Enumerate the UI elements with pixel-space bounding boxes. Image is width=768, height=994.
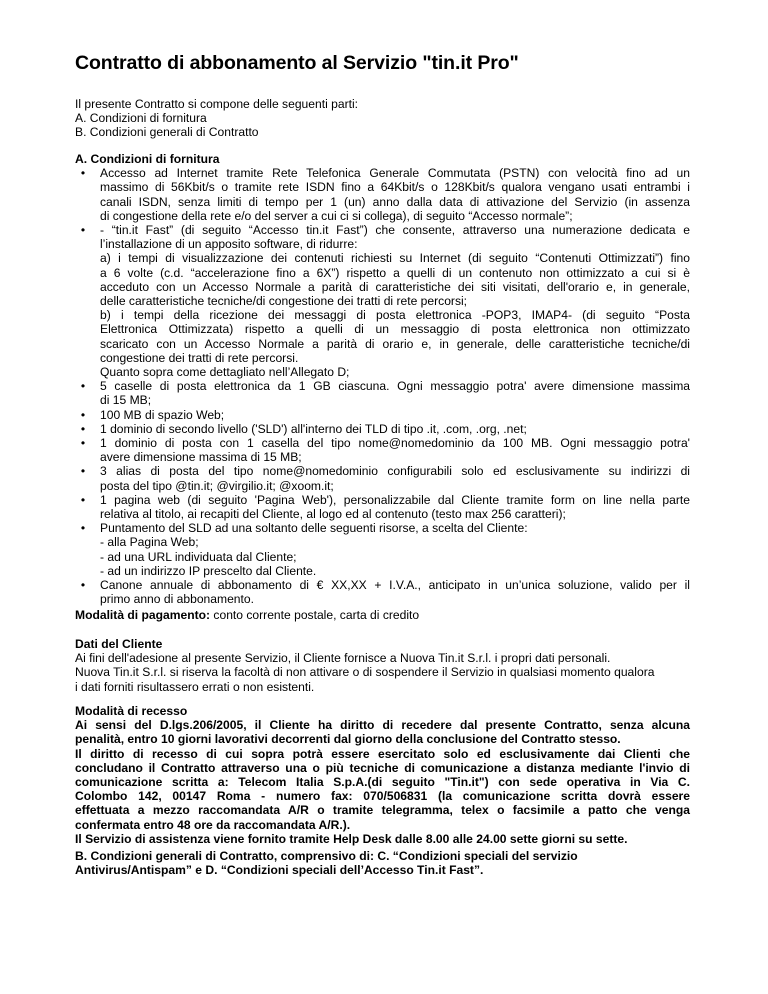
payment-label: Modalità di pagamento:	[75, 608, 211, 622]
withdrawal-heading: Modalità di recesso	[75, 704, 188, 718]
bullet-icon: •	[80, 379, 86, 394]
client-data-section	[75, 637, 690, 694]
bullet-icon: •	[80, 492, 86, 507]
client-line: Nuova Tin.it S.r.l. si riserva la facoltà di non attivare o di sospendere il Servizio in qualsiasi momento qualora	[75, 665, 655, 680]
supply-item-line: 5 caselle di posta elettronica da 1 GB ciascuna. Ogni messaggio potra' avere dimensione massima	[100, 379, 690, 394]
bullet-icon: •	[80, 421, 86, 436]
bullet-icon: •	[80, 436, 86, 451]
section-b-line: B. Condizioni generali di Contratto, comprensivo di: C. “Condizioni speciali del servizio	[75, 849, 578, 863]
supply-item	[75, 436, 690, 464]
supply-item-line: congestione dei tratti di rete percorsi.	[100, 350, 299, 365]
payment-value: conto corrente postale, carta di credito	[210, 608, 420, 622]
supply-item-line: primo anno di abbonamento.	[100, 592, 254, 607]
supply-item-line: Accesso ad Internet tramite Rete Telefonica Generale Commutata (PSTN) con velocità fino ad un	[100, 166, 690, 181]
intro-line: B. Condizioni generali di Contratto	[75, 125, 259, 140]
withdrawal-section	[75, 704, 690, 846]
client-line: Ai fini dell'adesione al presente Servizio, il Cliente fornisce a Nuova Tin.it S.r.l. i propri dati personali.	[75, 651, 611, 666]
withdrawal-line: effettuata a mezzo raccomandata A/R o tramite telegramma, telex o facsimile a patto che venga	[75, 803, 690, 818]
withdrawal-line: penalità, entro 10 giorni lavorativi decorrenti dal giorno della conclusione del Contratto stesso.	[75, 732, 621, 747]
supply-conditions-list	[75, 166, 690, 606]
supply-item-line: posta del tipo @tin.it; @virgilio.it; @xoom.it;	[100, 478, 334, 493]
supply-item-line: - ad una URL individuata dal Cliente;	[100, 549, 297, 564]
supply-item-line: 1 pagina web (di seguito 'Pagina Web'), personalizzabile dal Cliente tramite form on line nella parte	[100, 492, 690, 507]
supply-item-line: - alla Pagina Web;	[100, 535, 199, 550]
withdrawal-line: Colombo 142, 00147 Roma - numero fax: 070/506831 (la comunicazione scritta dovrà essere	[75, 789, 690, 804]
withdrawal-line: comunicazione scritta a: Telecom Italia S.p.A.(di seguito "Tin.it") con sede operativa in Via C.	[75, 775, 690, 790]
section-b	[75, 849, 690, 877]
supply-item-line: di congestione della rete e/o del server a cui ci si collega), di seguito “Accesso normale”;	[100, 208, 573, 223]
supply-item-line: acceduto con un Accesso Normale a parità di caratteristiche dei siti visitati, dell'orario e, in generale,	[100, 279, 690, 294]
supply-item-line: delle caratteristiche tecniche/di congestione dei tratti di rete percorsi;	[100, 294, 468, 309]
supply-item	[75, 379, 690, 407]
supply-item	[75, 166, 690, 223]
supply-item	[75, 422, 690, 436]
withdrawal-line: concludano il Contratto attraverso una o più tecniche di comunicazione a distanza mediante l'invio di	[75, 760, 690, 775]
bullet-icon: •	[80, 521, 86, 536]
supply-item-line: 1 dominio di posta con 1 casella del tipo nome@nomedominio da 100 MB. Ogni messaggio potra'	[100, 436, 690, 451]
supply-item-line: Quanto sopra come dettagliato nell’Allegato D;	[100, 365, 350, 380]
supply-item-line: 100 MB di spazio Web;	[100, 407, 225, 422]
document-title: Contratto di abbonamento al Servizio "tin.it Pro"	[75, 52, 519, 74]
supply-item-line: Elettronica Ottimizzata) rispetto a quelli di un messaggio di posta elettronica non ottimizzato	[100, 322, 690, 337]
supply-item-line: avere dimensione massima di 15 MB;	[100, 450, 302, 465]
supply-item-line: di 15 MB;	[100, 393, 152, 408]
intro-line: A. Condizioni di fornitura	[75, 111, 207, 126]
supply-item-line: scaricato con un Accesso Normale a parità di orario e, in generale, delle caratteristiche tecniche/di	[100, 336, 690, 351]
supply-item-line: b) i tempi della ricezione dei messaggi di posta elettronica -POP3, IMAP4- (di seguito “Posta	[100, 308, 690, 323]
client-heading: Dati del Cliente	[75, 637, 163, 651]
bullet-icon: •	[80, 464, 86, 479]
bullet-icon: •	[80, 223, 86, 238]
supply-item-line: - “tin.it Fast” (di seguito “Accesso tin.it Fast”) che consente, attraverso una numerazione dedicata e	[100, 223, 690, 238]
payment-section	[75, 608, 690, 622]
section-a-heading: A. Condizioni di fornitura	[75, 152, 220, 166]
supply-item-line: 1 dominio di secondo livello ('SLD') all'interno dei TLD di tipo .it, .com, .org, .net;	[100, 421, 527, 436]
intro-line: Il presente Contratto si compone delle seguenti parti:	[75, 97, 359, 111]
bullet-icon: •	[80, 578, 86, 593]
section-b-line: Antivirus/Antispam” e D. “Condizioni speciali dell’Accesso Tin.it Fast”.	[75, 863, 484, 878]
supply-item	[75, 464, 690, 492]
withdrawal-line: Il Servizio di assistenza viene fornito tramite Help Desk dalle 8.00 alle 24.00 sette giorni su sette.	[75, 831, 628, 846]
supply-item-line: - ad un indirizzo IP prescelto dal Cliente.	[100, 563, 317, 578]
withdrawal-line: Il diritto di recesso di cui sopra potrà essere esercitato solo ed esclusivamente dai Clienti che	[75, 746, 690, 761]
intro-section	[75, 97, 690, 140]
withdrawal-line: confermata entro 48 ore da raccomandata A/R.).	[75, 817, 351, 832]
supply-item	[75, 408, 690, 422]
bullet-icon: •	[80, 407, 86, 422]
withdrawal-line: Ai sensi del D.lgs.206/2005, il Cliente ha diritto di recedere dal presente Contratto, senza alcuna	[75, 718, 690, 733]
supply-item-line: 3 alias di posta del tipo nome@nomedominio configurabili solo ed esclusivamente su indirizzi di	[100, 464, 690, 479]
section-a	[75, 152, 690, 607]
supply-item-line: Puntamento del SLD ad una soltanto delle seguenti risorse, a scelta del Cliente:	[100, 521, 528, 536]
supply-item	[75, 223, 690, 379]
supply-item	[75, 521, 690, 578]
supply-item-line: a 6 volte (c.d. “accelerazione fino a 6X”) rispetto a quelli di un contenuto non ottimizzato a cui si è	[100, 265, 690, 280]
supply-item	[75, 493, 690, 521]
bullet-icon: •	[80, 166, 86, 181]
supply-item	[75, 578, 690, 606]
supply-item-line: a) i tempi di visualizzazione dei contenuti richiesti su Internet (di seguito “Contenuti Ottimizzati”) fino	[100, 251, 690, 266]
supply-item-line: relativa al titolo, ai recapiti del Cliente, al logo ed al contenuto (testo max 256 caratteri);	[100, 507, 566, 522]
supply-item-line: l’installazione di un apposito software, di ridurre:	[100, 237, 358, 252]
client-line: i dati forniti risultassero errati o non esistenti.	[75, 679, 315, 694]
supply-item-line: massimo di 56Kbit/s o tramite rete ISDN fino a 64Kbit/s o 128Kbit/s qualora vengano usati entrambi i	[100, 180, 690, 195]
supply-item-line: Canone annuale di abbonamento di € XX,XX + I.V.A., anticipato in un’unica soluzione, valido per il	[100, 578, 690, 593]
supply-item-line: canali ISDN, senza limiti di tempo per 1 (un) anno dalla data di attivazione del Servizio (in assenza	[100, 194, 690, 209]
